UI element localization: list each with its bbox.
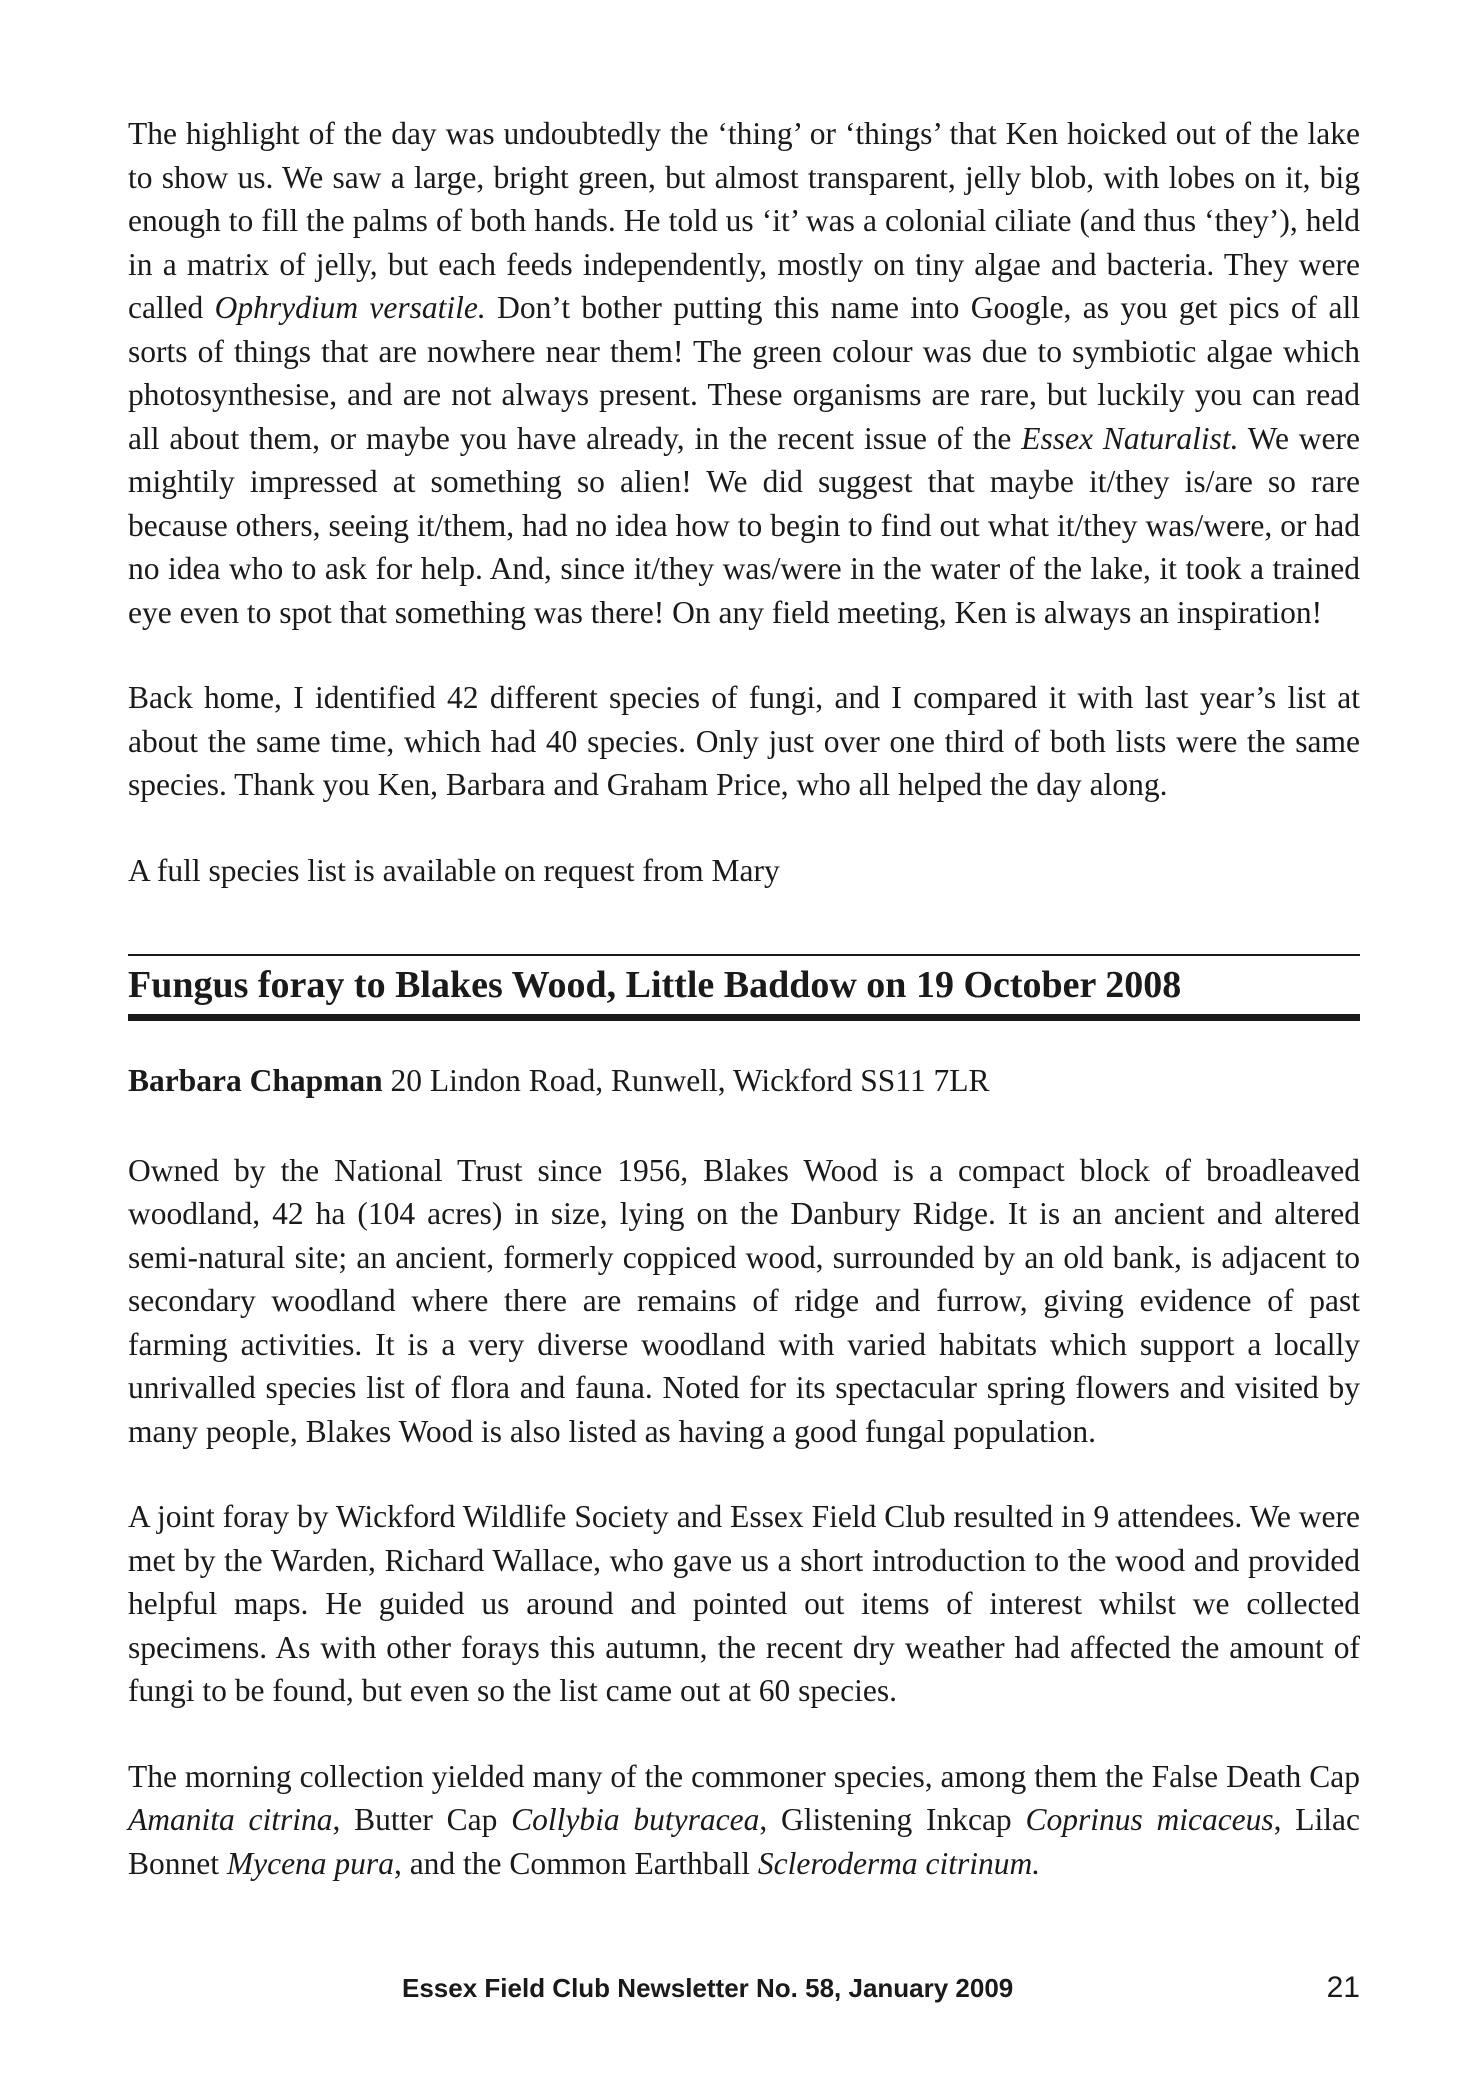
text-run: The highlight of the day was undoubtedly the ‘thing’ or ‘things’ that Ken hoicked out of the lake to show us. We saw a large, bright green, but almost transparent, jelly blob, with lobes on it, big enough to fill the palms of both hands. He told us ‘it’ was a colonial ciliate (and thus ‘they’), held in a matrix of jelly, but each feeds independently, mostly on tiny algae and bacteria. They were called — [128, 116, 1360, 325]
italic-text-run: Essex Naturalist. — [1021, 420, 1239, 456]
text-run: Owned by the National Trust since 1956, Blakes Wood is a compact block of broadleaved woodland, 42 ha (104 acres) in size, lying on the Danbury Ridge. It is an ancient and altered semi-natural site; an ancient, formerly coppiced wood, surrounded by an old bank, is adjacent to secondary woodland where there are remains of ridge and furrow, giving evidence of past farming activities. It is a very diverse woodland with varied habitats which support a locally unrivalled species list of flora and fauna. Noted for its spectacular spring flowers and visited by many people, Blakes Wood is also listed as having a good fungal population. — [128, 1152, 1360, 1449]
text-run: We were mightily impressed at something so alien! We did suggest that maybe it/they is/are so rare because others, seeing it/them, had no idea how to begin to find out what it/they was/were, or had no idea who to ask for help. And, since it/they was/were in the water of the lake, it took a trained eye even to spot that something was there! On any field meeting, Ken is always an inspiration! — [128, 420, 1360, 630]
italic-text-run: Mycena pura — [226, 1845, 394, 1881]
article-title: Fungus foray to Blakes Wood, Little Baddow on 19 October 2008 — [128, 964, 1182, 1006]
newsletter-title: Essex Field Club Newsletter No. 58, January 2009 — [402, 1973, 1014, 2003]
italic-text-run: Collybia butyracea — [511, 1802, 760, 1837]
intro-paragraph-1 — [128, 112, 1360, 634]
italic-text-run: Amanita citrina — [128, 1802, 333, 1837]
author-name: Barbara Chapman — [128, 1063, 383, 1098]
text-run: The morning collection yielded many of the commoner species, among them the False Death Cap — [128, 1758, 1360, 1794]
text-run: Back home, I identified 42 different species of fungi, and I compared it with last year’s list at about the same time, which had 40 species. Only just over one third of both lists were the same species. Thank you Ken, Barbara and Graham Price, who all helped the day along. — [128, 680, 1360, 802]
heading-bottom-rule — [128, 1014, 1360, 1021]
page-body — [128, 112, 1360, 1885]
page-footer — [128, 1968, 1360, 2008]
article-heading-block — [128, 954, 1360, 1021]
text-run: A joint foray by Wickford Wildlife Society and Essex Field Club resulted in 9 attendees. We were met by the Warden, Richard Wallace, who gave us a short introduction to the wood and provided helpful maps. He guided us around and pointed out items of interest whilst we collected specimens. As with other forays this autumn, the recent dry weather had affected the amount of fungi to be found, but even so the list came out at 60 species. — [128, 1499, 1360, 1708]
text-run: , and the Common Earthball — [393, 1845, 758, 1881]
author-address: 20 Lindon Road, Runwell, Wickford SS11 7LR — [382, 1063, 990, 1098]
article-paragraph-1 — [128, 1149, 1360, 1454]
text-run: Don’t bother putting this name into Google, as you get pics of all sorts of things that are nowhere near them! The green colour was due to symbiotic algae which photosynthesise, and are not always present. These organisms are rare, but luckily you can read all about them, or maybe you have already, in the recent issue of the — [128, 290, 1360, 456]
article-paragraph-2 — [128, 1495, 1360, 1713]
italic-text-run: Ophrydium versatile. — [214, 290, 486, 325]
intro-paragraph-3 — [128, 849, 1360, 893]
text-run: , Lilac Bonnet — [128, 1802, 1361, 1881]
text-run: , Glistening Inkcap — [759, 1802, 1026, 1837]
page-number: 21 — [1326, 1971, 1360, 2004]
intro-paragraph-2 — [128, 676, 1360, 807]
text-run: , Butter Cap — [332, 1802, 512, 1837]
text-run: A full species list is available on request from Mary — [128, 852, 780, 888]
italic-text-run: Coprinus micaceus — [1025, 1802, 1274, 1837]
italic-text-run: Scleroderma citrinum. — [757, 1845, 1041, 1881]
author-line — [128, 1059, 1360, 1103]
article-paragraph-3 — [128, 1755, 1360, 1886]
